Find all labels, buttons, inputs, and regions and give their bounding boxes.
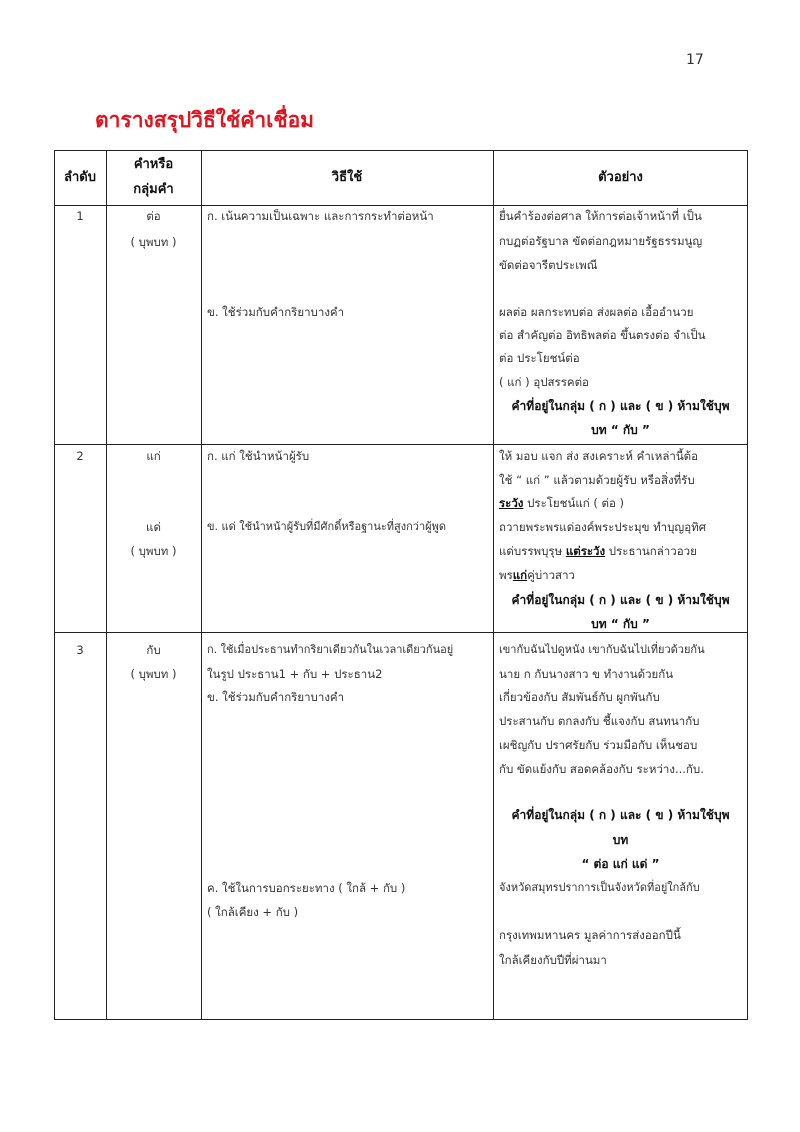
row-word-type: ( บุพบท ) (130, 544, 177, 558)
usage-line: ข. แด่ ใช้นำหน้าผู้รับที่มีศักดิ์หรือฐานะที่สูงกว่าผู้พูด (207, 520, 446, 533)
example-line: กับ ขัดแย้งกับ สอดคล้องกับ ระหว่าง...กับ. (499, 762, 704, 776)
header-order: ลำดับ (64, 170, 96, 185)
note-line: คำที่อยู่ในกลุ่ม ( ก ) และ ( ข ) ห้ามใช้บุพ (511, 593, 730, 607)
note-line: บท (612, 833, 629, 847)
example-text: แด่บรรพบุรุษ (499, 544, 566, 558)
row-word: แก่ (146, 449, 161, 463)
example-line: ขัดต่อจารีตประเพณี (499, 258, 598, 272)
emphasis-word: ระวัง (499, 496, 524, 510)
page-title: ตารางสรุปวิธีใช้คำเชื่อม (95, 108, 315, 132)
row-word: กับ (146, 643, 161, 657)
usage-line: ( ใกล้เคียง + กับ ) (207, 905, 299, 919)
example-line: กรุงเทพมหานคร มูลค่าการส่งออกปีนี้ (499, 928, 681, 942)
row-order: 2 (76, 449, 84, 463)
header-word-group: กลุ่มคำ (133, 182, 174, 197)
row-word: ต่อ (146, 209, 161, 223)
example-line: ผลต่อ ผลกระทบต่อ ส่งผลต่อ เอื้ออำนวย (499, 305, 694, 319)
example-line: ต่อ ประโยชน์ต่อ (499, 351, 580, 365)
row-divider (54, 444, 748, 445)
row-divider (54, 632, 748, 633)
example-line: ยื่นคำร้องต่อศาล ให้การต่อเจ้าหน้าที่ เป็น (499, 209, 702, 223)
emphasis-word: แก่ (512, 568, 528, 582)
example-text: คู่บ่าวสาว (527, 568, 575, 582)
example-line: ถวายพระพรแด่องค์พระประมุข ทำบุญอุทิศ (499, 520, 707, 534)
note-line: คำที่อยู่ในกลุ่ม ( ก ) และ ( ข ) ห้ามใช้บุพ (511, 399, 730, 413)
column-divider (201, 150, 202, 1020)
example-line: ( แก่ ) อุปสรรคต่อ (499, 375, 589, 389)
example-line: ต่อ สำคัญต่อ อิทธิพลต่อ ขึ้นตรงต่อ จำเป็น (499, 328, 706, 342)
example-line: นาย ก กับนางสาว ข ทำงานด้วยกัน (499, 667, 674, 681)
example-line: กบฏต่อรัฐบาล ขัดต่อกฎหมายรัฐธรรมนูญ (499, 234, 703, 248)
row-order: 3 (76, 643, 84, 657)
usage-line: ข. ใช้ร่วมกับคำกริยาบางคำ (207, 690, 345, 704)
usage-line: ข. ใช้ร่วมกับคำกริยาบางคำ (207, 305, 345, 319)
example-line: เกี่ยวข้องกับ สัมพันธ์กับ ผูกพันกับ (499, 690, 660, 704)
example-text: ประธานกล่าวอวย (605, 544, 697, 558)
header-usage: วิธีใช้ (331, 170, 363, 185)
usage-line: ค. ใช้ในการบอกระยะทาง ( ใกล้ + กับ ) (207, 881, 406, 895)
example-line (499, 495, 624, 511)
example-text: ประโยชน์แก่ ( ต่อ ) (523, 496, 625, 510)
example-line: จังหวัดสมุทรปราการเป็นจังหวัดที่อยู่ใกล้กับ (499, 881, 700, 894)
header-example: ตัวอย่าง (598, 170, 643, 185)
example-line: เขากับฉันไปดูหนัง เขากับฉันไปเที่ยวด้วยกัน (499, 643, 705, 656)
example-line: ให้ มอบ แจก ส่ง สงเคราะห์ คำเหล่านี้ต้อ (499, 449, 699, 463)
column-divider (493, 150, 494, 1020)
example-text: พร (499, 568, 513, 582)
example-line (499, 543, 697, 559)
usage-line: ก. แก่ ใช้นำหน้าผู้รับ (207, 449, 310, 463)
usage-line: ในรูป ประธาน1 + กับ + ประธาน2 (207, 667, 383, 681)
note-line: “ ต่อ แก่ แด่ ” (581, 857, 660, 871)
row-word-type: ( บุพบท ) (130, 667, 177, 681)
row-word-type: ( บุพบท ) (130, 235, 177, 249)
note-line: บท “ กับ ” (591, 423, 650, 437)
example-line: เผชิญกับ ปราศรัยกับ ร่วมมือกับ เห็นชอบ (499, 738, 698, 752)
emphasis-word: แต่ระวัง (565, 544, 606, 558)
row-divider (54, 205, 748, 206)
note-line: คำที่อยู่ในกลุ่ม ( ก ) และ ( ข ) ห้ามใช้บุพ (511, 808, 730, 822)
usage-line: ก. ใช้เมื่อประธานทำกริยาเดียวกันในเวลาเดียวกันอยู่ (207, 643, 454, 656)
header-word: คำหรือ (133, 157, 174, 172)
example-line: ใช้ “ แก่ ” แล้วตามด้วยผู้รับ หรือสิ่งที่รับ (499, 473, 695, 487)
example-line: ใกล้เคียงกับปีที่ผ่านมา (499, 953, 607, 967)
row-word: แด่ (146, 520, 161, 534)
page-number: 17 (686, 52, 704, 68)
example-line: ประสานกับ ตกลงกับ ชี้แจงกับ สนทนากับ (499, 714, 700, 728)
column-divider (106, 150, 107, 1020)
note-line: บท “ กับ ” (591, 617, 650, 631)
example-line (499, 567, 575, 583)
row-order: 1 (76, 209, 84, 223)
usage-line: ก. เน้นความเป็นเฉพาะ และการกระทำต่อหน้า (207, 209, 434, 223)
